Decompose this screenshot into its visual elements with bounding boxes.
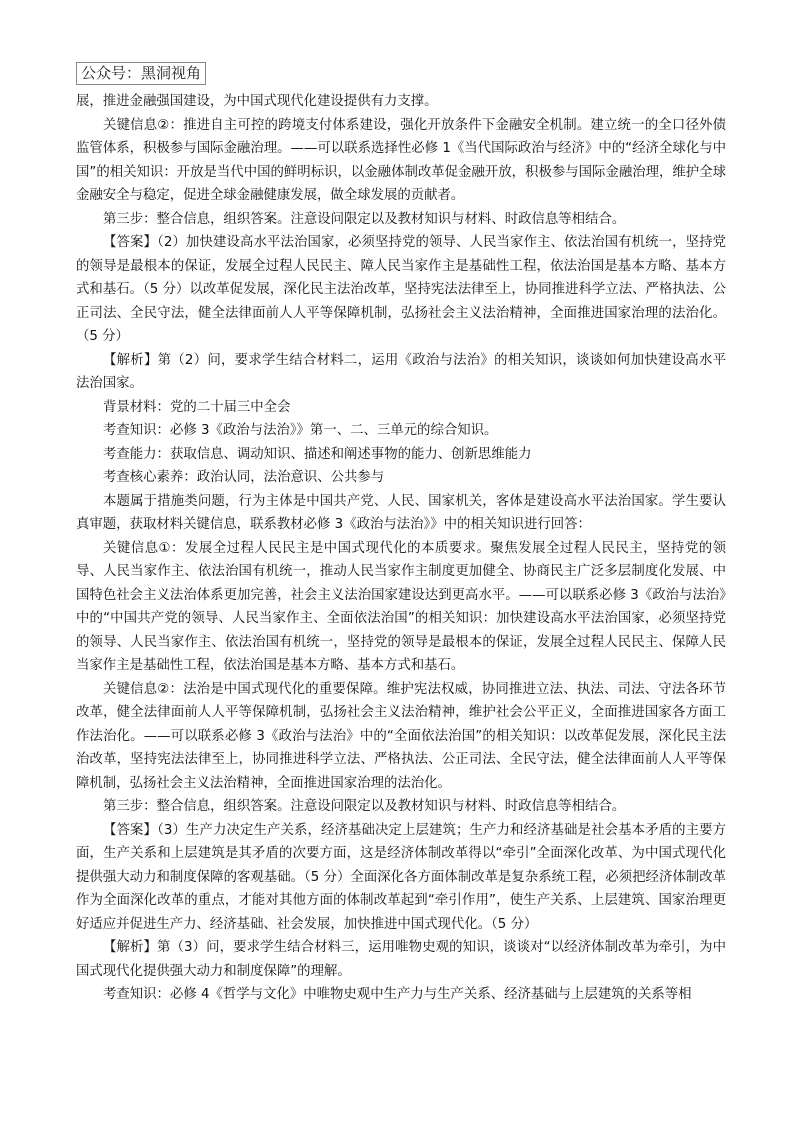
tested-competency: 考查核心素养：政治认同，法治意识、公共参与 [103,470,385,485]
step-three-paragraph: 第三步：整合信息，组织答案。注意设问限定以及教材知识与材料、时政信息等相结合。 [103,799,626,814]
analysis-3-paragraph: 【解析】第（3）问，要求学生结合材料三，运用唯物史观的知识，谈谈对“以经济体制改革为牵引，为中国式现代化提供强大动力和制度保障”的理解。 [76,940,726,979]
analysis-2-paragraph: 【解析】第（2）问，要求学生结合材料二，运用《政治与法治》的相关知识，谈谈如何加快建设高水平法治国家。 [76,352,726,391]
paragraph-1: 关键信息②：推进自主可控的跨境支付体系建设，强化开放条件下金融安全机制。建立统一的全口径外债监管体系，积极参与国际金融治理。——可以联系选择性必修 1《当代国际政治与经济》中的“经济全球化与中国”的相关知识：开放是当代中国的鲜明标识，以金融体制改革促金融开放，积极参与国际金融治理，维护全球金融安全与稳定，促进全球金融健康发展，做全球发展的贡献者。 [76,117,726,203]
tested-knowledge-3: 考查知识：必修 4《哲学与文化》中唯物史观中生产力与生产关系、经济基础与上层建筑的关系等相 [103,987,692,1002]
document-body [76,90,726,1007]
watermark-label: 公众号：黑洞视角 [76,62,206,85]
question-type-paragraph: 本题属于措施类问题，行为主体是中国共产党、人民、国家机关，客体是建设高水平法治国家。学生要认真审题，获取材料关键信息，联系教材必修 3《政治与法治》》中的相关知识进行回答： [76,493,726,532]
background-material: 背景材料：党的二十届三中全会 [103,399,291,415]
answer-3-paragraph: 【答案】（3）生产力决定生产关系，经济基础决定上层建筑；生产力和经济基础是社会基本矛盾的主要方面，生产关系和上层建筑是其矛盾的次要方面，这是经济体制改革得以“牵引”全面深化改革、为中国式现代化提供强大动力和制度保障的客观基础。（5 分）全面深化各方面体制改革是复杂系统工程，必须把经济体制改革作为全面深化改革的重点，才能对其他方面的体制改革起到“牵引作用”，使生产关系、上层建筑、国家治理更好适应并促进生产力、经济基础、社会发展，加快推进中国式现代化。（5 分） [76,822,726,932]
tested-ability: 考查能力：获取信息、调动知识、描述和阐述事物的能力、创新思维能力 [103,446,532,462]
key-info-2-paragraph: 关键信息②：法治是中国式现代化的重要保障。维护宪法权威，协同推进立法、执法、司法、守法各环节改革，健全法律面前人人平等保障机制，弘扬社会主义法治精神，维护社会公平正义，全面推进国家各方面工作法治化。——可以联系必修 3《政治与法治》中的“全面依法治国”的相关知识：以改革促发展，深化民主法治改革，坚持宪法法律至上，协同推进科学立法、严格执法、公正司法、全民守法，健全法律面前人人平等保障机制，弘扬社会主义法治精神，全面推进国家治理的法治化。 [76,681,726,791]
paragraph-0: 展，推进金融强国建设，为中国式现代化建设提供有力支撑。 [76,94,438,109]
key-info-1-paragraph: 关键信息①：发展全过程人民民主是中国式现代化的本质要求。聚焦发展全过程人民民主，坚持党的领导、人民当家作主、依法治国有机统一，推动人民当家作主制度更加健全、协商民主广泛多层制度化发展、中国特色社会主义法治体系更加完善，社会主义法治国家建设达到更高水平。——可以联系必修 3《政治与法治》中的“中国共产党的领导、人民当家作主、全面依法治国”的相关知识：加快建设高水平法治国家，必须坚持党的领导、人民当家作主、依法治国有机统一，坚持党的领导是最根本的保证，发展全过程人民民主、保障人民当家作主是基础性工程，依法治国是基本方略、基本方式和基石。 [76,540,726,673]
tested-knowledge: 考查知识：必修 3《政治与法治》》第一、二、三单元的综合知识。 [103,423,498,438]
paragraph-2: 第三步：整合信息，组织答案。注意设问限定以及教材知识与材料、时政信息等相结合。 [103,211,626,227]
answer-2-paragraph: 【答案】（2）加快建设高水平法治国家，必须坚持党的领导、人民当家作主、依法治国有机统一，坚持党的领导是最根本的保证，发展全过程人民民主、障人民当家作主是基础性工程，依法治国是基本方略、基本方式和基石。（5 分）以改革促发展，深化民主法治改革，坚持宪法法律至上，协同推进科学立法、严格执法、公正司法、全民守法，健全法律面前人人平等保障机制，弘扬社会主义法治精神，全面推进国家治理的法治化。（5 分） [76,235,726,344]
